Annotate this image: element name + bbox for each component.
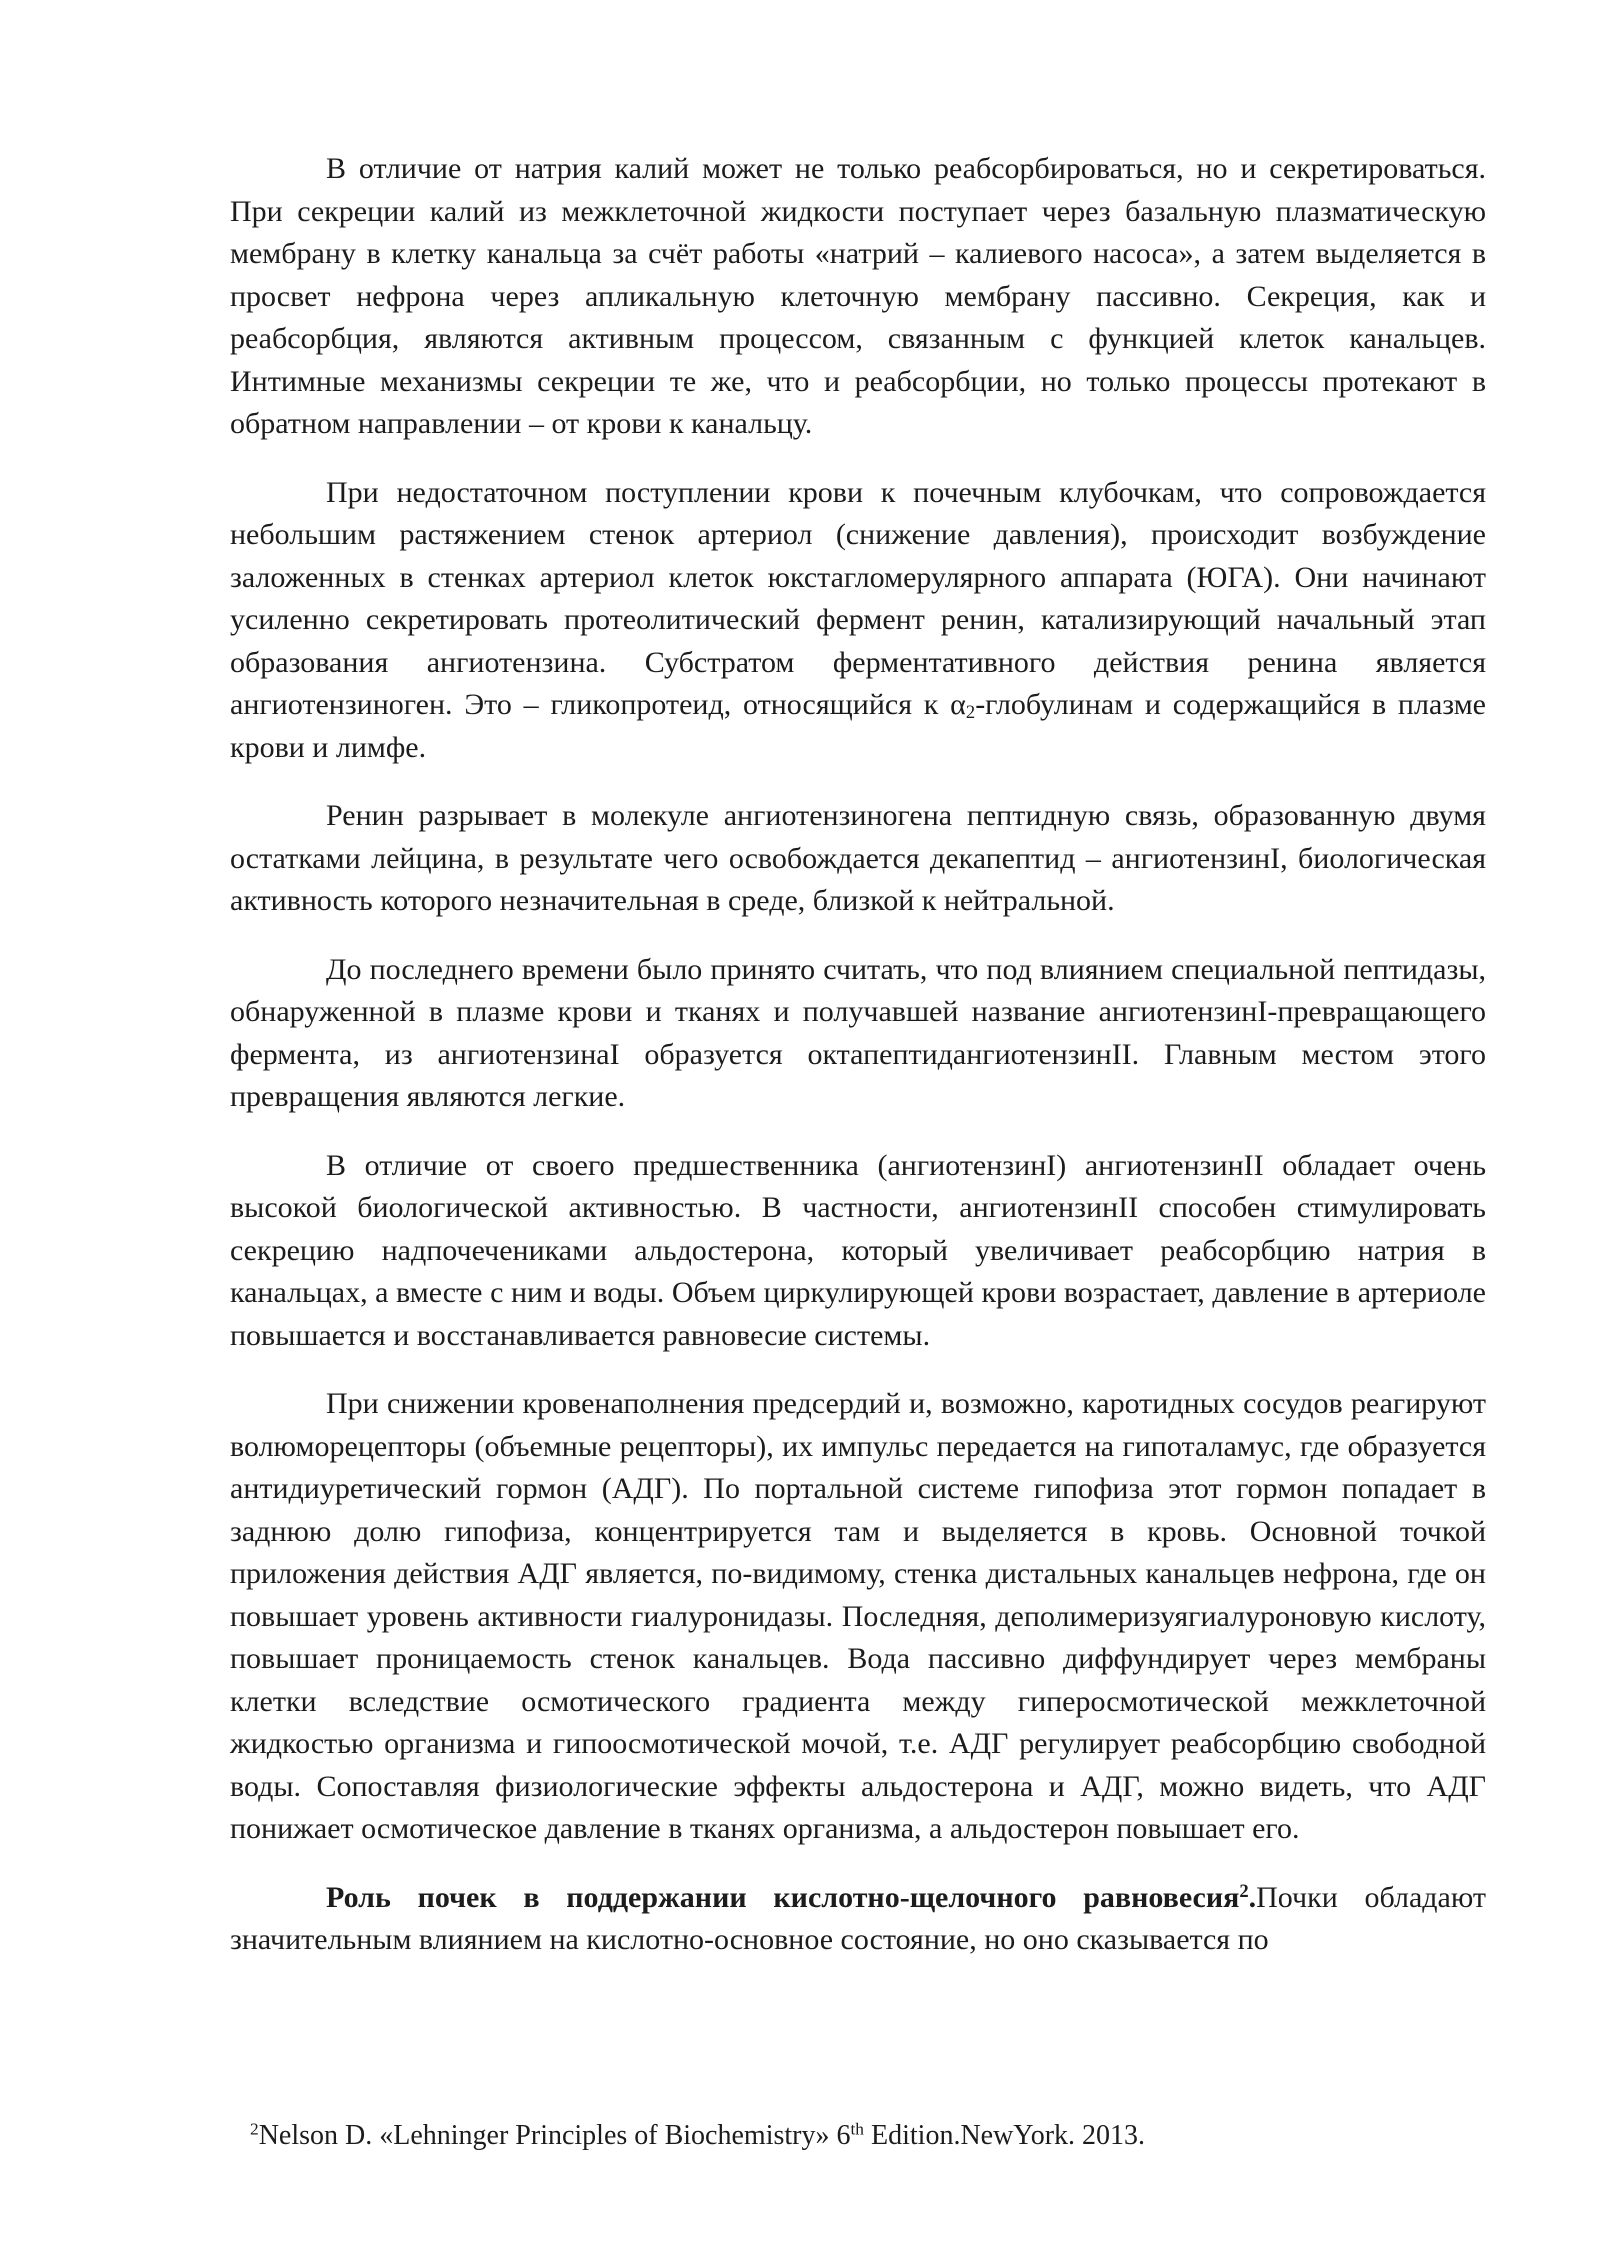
paragraph-ace-conversion: До последнего времени было принято считать, что под влиянием специальной пептидазы, обнаруженной в плазме крови и тканях и получавшей название ангиотензинI-превращающего фермента, из ангиотензинаI образуется октапептидангиотензинII. Главным местом этого превращения являются легкие. <box>230 952 1486 1113</box>
footnote-superscript: th <box>850 2119 864 2139</box>
heading-period: . <box>1248 1880 1257 1914</box>
subscript-alpha-index: 2 <box>965 702 976 724</box>
paragraph-text: Почки обладают значительным влиянием на кислотно-основное состояние, но оно сказывается по <box>230 1880 1486 1956</box>
footnote-text: Nelson D. «Lehninger Principles of Biochemistry» 6 <box>258 2120 851 2151</box>
paragraph-adh: При снижении кровенаполнения предсердий и, возможно, каротидных сосудов реагируют волюморецепторы (объемные рецепторы), их импульс передается на гипоталамус, где образуется антидиуретический гормон (АДГ). По портальной системе гипофиза этот гормон попадает в заднюю долю гипофиза, концентрируется там и выделяется в кровь. Основной точкой приложения действия АДГ является, по-видимому, стенка дистальных канальцев нефрона, где он повышает уровень активности гиалуронидазы. Последняя, деполимеризуягиалуроновую кислоту, повышает проницаемость стенок канальцев. Вода пассивно диффундирует через мембраны клетки вследствие осмотического градиента между гиперосмотической межклеточной жидкостью организма и гипоосмотической мочой, т.е. АДГ регулирует реабсорбцию свободной воды. Сопоставляя физиологические эффекты альдостерона и АДГ, можно видеть, что АДГ понижает осмотическое давление в тканях организма, а альдостерон повышает его. <box>230 1387 1486 1845</box>
footnote-marker: 2 <box>250 2119 259 2139</box>
footnote <box>250 2118 1145 2154</box>
paragraph-acid-base-role <box>230 1877 1486 1962</box>
paragraph-text: При недостаточном поступлении крови к почечным клубочкам, что сопровождается небольшим растяжением стенок артериол (снижение давления), происходит возбуждение заложенных в стенках артериол клеток юкстагломерулярного аппарата (ЮГА). Они начинают усиленно секретировать протеолитический фермент ренин, катализирующий начальный этап образования ангиотензина. Субстратом ферментативного действия ренина является ангиотензиноген. Это – гликопротеид, относящийся к α <box>230 475 1486 721</box>
section-heading: Роль почек в поддержании кислотно-щелочного равновесия <box>326 1880 1240 1914</box>
footnote-reference[interactable]: 2 <box>1239 1880 1249 1902</box>
paragraph-potassium-secretion: В отличие от натрия калий может не только реабсорбироваться, но и секретироваться. При секреции калий из межклеточной жидкости поступает через базальную плазматическую мембрану в клетку канальца за счёт работы «натрий – калиевого насоса», а затем выделяется в просвет нефрона через апликальную клеточную мембрану пассивно. Секреция, как и реабсорбция, являются активным процессом, связанным с функцией клеток канальцев. Интимные механизмы секреции те же, что и реабсорбции, но только процессы протекают в обратном направлении – от крови к канальцу. <box>230 152 1486 440</box>
paragraph-renin-secretion <box>230 472 1486 770</box>
document-body <box>230 148 1486 1962</box>
paragraph-text: -глобулинам и содержащийся в плазме крови и лимфе. <box>230 688 1486 764</box>
footnote-text-end: Edition.NewYork. 2013. <box>864 2120 1146 2151</box>
paragraph-angiotensin-ii: В отличие от своего предшественника (ангиотензинI) ангиотензинII обладает очень высокой биологической активностью. В частности, ангиотензинII способен стимулировать секрецию надпочечениками альдостерона, который увеличивает реабсорбцию натрия в канальцах, а вместе с ним и воды. Объем циркулирующей крови возрастает, давление в артериоле повышается и восстанавливается равновесие системы. <box>230 1148 1486 1352</box>
paragraph-angiotensin-i: Ренин разрывает в молекуле ангиотензиногена пептидную связь, образованную двумя остатками лейцина, в результате чего освобождается декапептид – ангиотензинI, биологическая активность которого незначительная в среде, близкой к нейтральной. <box>230 799 1486 917</box>
